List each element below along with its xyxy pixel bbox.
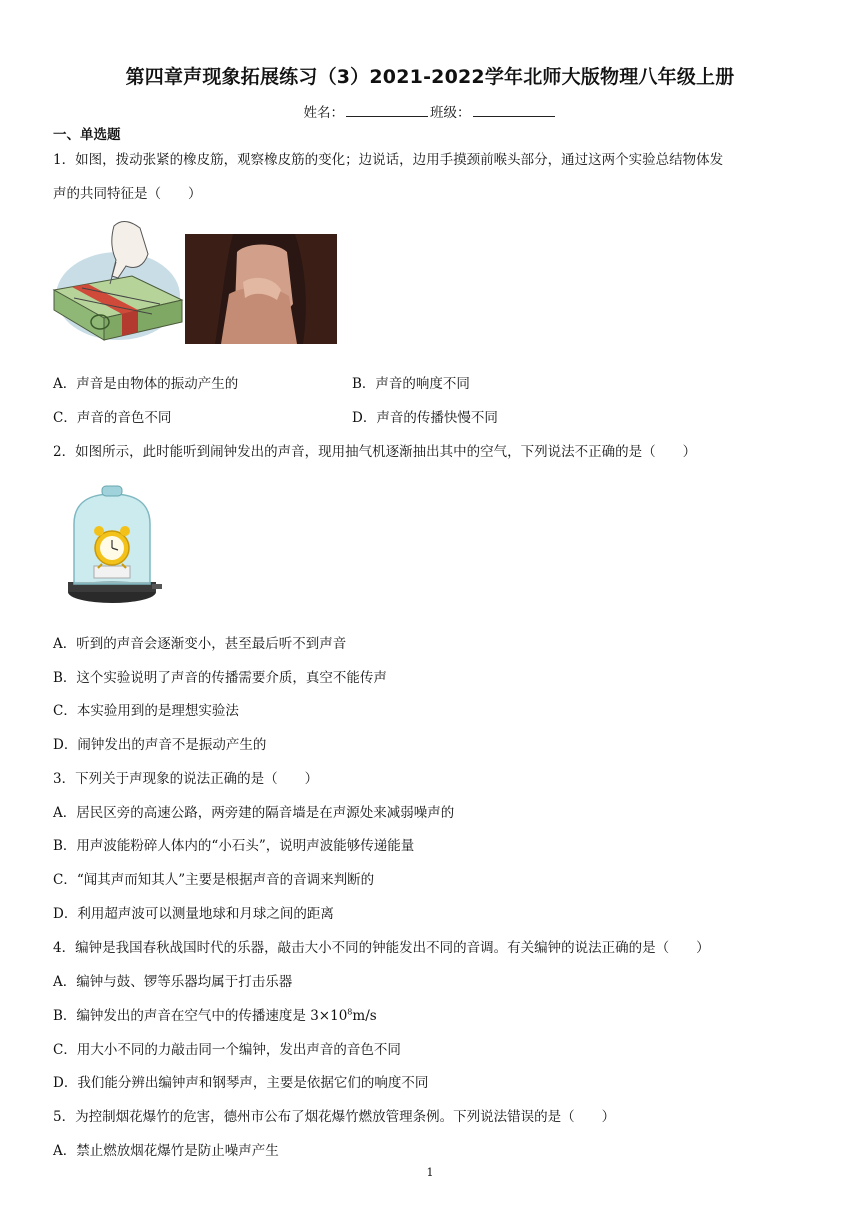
q3-option-a: A．居民区旁的高速公路，两旁建的隔音墙是在声源处来减弱噪声的: [53, 805, 455, 821]
q4-option-b-unit: m/s: [352, 1008, 377, 1024]
name-label: 姓名：: [303, 105, 344, 121]
q1-option-d: D．声音的传播快慢不同: [352, 410, 498, 426]
q4-option-b-exponent: 8: [347, 1007, 353, 1017]
q1-option-c: C．声音的音色不同: [53, 410, 172, 426]
q1-stem-line2: 声的共同特征是（ ）: [53, 186, 202, 202]
q3-stem: 3．下列关于声现象的说法正确的是（ ）: [53, 771, 319, 787]
section-heading: 一、单选题: [53, 127, 121, 143]
q2-option-b: B．这个实验说明了声音的传播需要介质，真空不能传声: [53, 670, 387, 686]
q3-option-c: C．“闻其声而知其人”主要是根据声音的音调来判断的: [53, 872, 375, 888]
q3-option-b: B．用声波能粉碎人体内的“小石头”，说明声波能够传递能量: [53, 838, 415, 854]
class-label: 班级：: [430, 105, 471, 121]
throat-touch-photo: [185, 234, 337, 344]
q4-stem: 4．编钟是我国春秋战国时代的乐器，敲击大小不同的钟能发出不同的音调。有关编钟的说法正确的是（ ）: [53, 940, 710, 956]
q1-option-a: A．声音是由物体的振动产生的: [53, 376, 239, 392]
q4-option-d: D．我们能分辨出编钟声和钢琴声，主要是依据它们的响度不同: [53, 1075, 429, 1091]
class-blank: [473, 104, 555, 117]
q1-option-b: B．声音的响度不同: [352, 376, 470, 392]
q2-stem: 2．如图所示，此时能听到闹钟发出的声音，现用抽气机逐渐抽出其中的空气，下列说法不正确的是（ ）: [53, 444, 697, 460]
q5-stem: 5．为控制烟花爆竹的危害，德州市公布了烟花爆竹燃放管理条例。下列说法错误的是（ ）: [53, 1109, 616, 1125]
q4-option-a: A．编钟与鼓、锣等乐器均属于打击乐器: [53, 974, 293, 990]
q2-option-d: D．闹钟发出的声音不是振动产生的: [53, 737, 267, 753]
q3-option-d: D．利用超声波可以测量地球和月球之间的距离: [53, 906, 334, 922]
page-title: 第四章声现象拓展练习（3）2021-2022学年北师大版物理八年级上册: [125, 66, 735, 88]
student-info: [0, 101, 860, 121]
rubber-band-box-illustration: [52, 218, 185, 350]
name-blank: [346, 104, 428, 117]
q4-option-b: [53, 1006, 377, 1026]
q2-option-c: C．本实验用到的是理想实验法: [53, 703, 239, 719]
q2-option-a: A．听到的声音会逐渐变小，甚至最后听不到声音: [53, 636, 347, 652]
q4-option-b-text: B．编钟发出的声音在空气中的传播速度是 3×10: [53, 1008, 348, 1024]
q5-option-a: A．禁止燃放烟花爆竹是防止噪声产生: [53, 1143, 279, 1159]
bell-jar-alarm-clock-illustration: [64, 484, 164, 608]
page-number: 1: [426, 1166, 434, 1179]
q1-stem-line1: 1．如图，拨动张紧的橡皮筋，观察橡皮筋的变化；边说话，边用手摸颈前喉头部分，通过这两个实验总结物体发: [53, 152, 724, 168]
q4-option-c: C．用大小不同的力敲击同一个编钟，发出声音的音色不同: [53, 1042, 401, 1058]
